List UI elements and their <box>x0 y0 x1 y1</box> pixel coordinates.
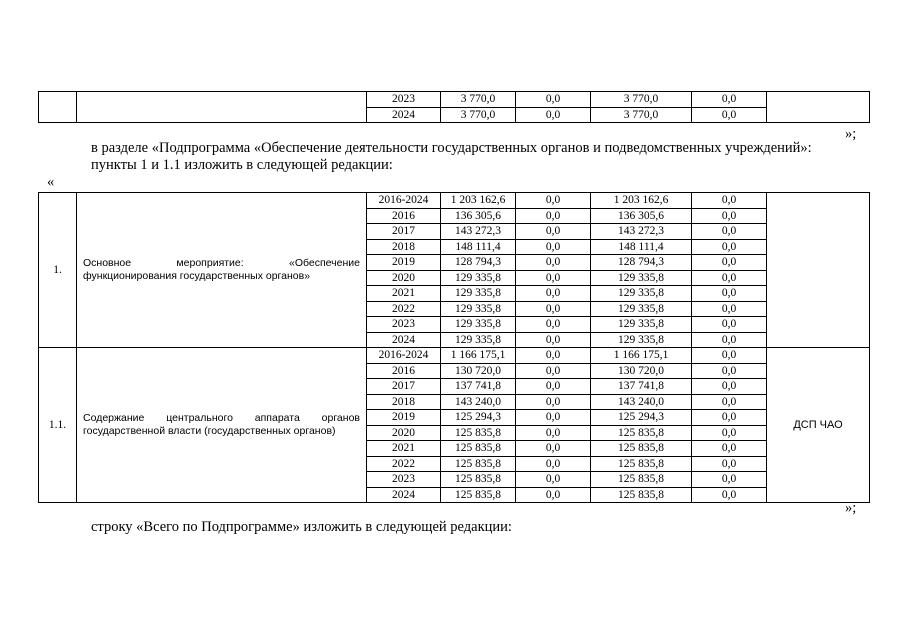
year-cell: 2018 <box>367 239 441 255</box>
regional-budget-cell: 129 335,8 <box>591 332 692 348</box>
other-sources-cell: 0,0 <box>692 363 767 379</box>
year-cell: 2020 <box>367 425 441 441</box>
main-table <box>38 192 870 503</box>
federal-budget-cell: 0,0 <box>516 332 591 348</box>
other-sources-cell: 0,0 <box>692 317 767 333</box>
table-row <box>39 92 870 108</box>
other-sources-cell: 0,0 <box>692 301 767 317</box>
federal-budget-cell: 0,0 <box>516 363 591 379</box>
total-cell: 1 166 175,1 <box>441 348 516 364</box>
federal-budget-cell: 0,0 <box>516 317 591 333</box>
federal-budget-cell: 0,0 <box>516 193 591 209</box>
regional-budget-cell: 129 335,8 <box>591 317 692 333</box>
total-cell: 143 272,3 <box>441 224 516 240</box>
federal-budget-cell: 0,0 <box>516 208 591 224</box>
other-sources-cell: 0,0 <box>692 348 767 364</box>
total-cell: 129 335,8 <box>441 270 516 286</box>
regional-budget-cell: 129 335,8 <box>591 301 692 317</box>
item-name: Основное мероприятие: «Обеспечение функционирования государственных органов» <box>77 193 367 348</box>
year-cell: 2023 <box>367 92 441 108</box>
year-cell: 2016 <box>367 363 441 379</box>
total-cell: 137 741,8 <box>441 379 516 395</box>
close-quote-2: »; <box>845 500 857 516</box>
federal-budget-cell: 0,0 <box>516 487 591 503</box>
year-cell: 2021 <box>367 286 441 302</box>
federal-budget-cell: 0,0 <box>516 394 591 410</box>
year-cell: 2016-2024 <box>367 193 441 209</box>
regional-budget-cell: 130 720,0 <box>591 363 692 379</box>
total-cell: 128 794,3 <box>441 255 516 271</box>
regional-budget-cell: 125 835,8 <box>591 456 692 472</box>
item-executor <box>767 193 870 348</box>
other-sources-cell: 0,0 <box>692 425 767 441</box>
year-cell: 2016 <box>367 208 441 224</box>
total-cell: 129 335,8 <box>441 332 516 348</box>
year-cell: 2019 <box>367 410 441 426</box>
year-cell: 2022 <box>367 456 441 472</box>
total-cell: 125 835,8 <box>441 487 516 503</box>
other-sources-cell: 0,0 <box>692 379 767 395</box>
top-table <box>38 91 870 123</box>
federal-budget-cell: 0,0 <box>516 239 591 255</box>
other-sources-cell: 0,0 <box>692 410 767 426</box>
other-sources-cell: 0,0 <box>692 92 767 108</box>
regional-budget-cell: 3 770,0 <box>591 92 692 108</box>
total-cell: 143 240,0 <box>441 394 516 410</box>
open-quote: « <box>47 174 55 190</box>
table-row <box>39 193 870 209</box>
total-cell: 125 835,8 <box>441 441 516 457</box>
other-sources-cell: 0,0 <box>692 441 767 457</box>
regional-budget-cell: 143 240,0 <box>591 394 692 410</box>
other-sources-cell: 0,0 <box>692 286 767 302</box>
federal-budget-cell: 0,0 <box>516 456 591 472</box>
regional-budget-cell: 1 166 175,1 <box>591 348 692 364</box>
year-cell: 2016-2024 <box>367 348 441 364</box>
year-cell: 2022 <box>367 301 441 317</box>
total-cell: 130 720,0 <box>441 363 516 379</box>
federal-budget-cell: 0,0 <box>516 441 591 457</box>
close-quote-1: »; <box>845 126 857 142</box>
other-sources-cell: 0,0 <box>692 487 767 503</box>
year-cell: 2023 <box>367 317 441 333</box>
year-cell: 2023 <box>367 472 441 488</box>
total-cell: 129 335,8 <box>441 317 516 333</box>
federal-budget-cell: 0,0 <box>516 286 591 302</box>
other-sources-cell: 0,0 <box>692 107 767 123</box>
main-table-body <box>39 193 870 503</box>
federal-budget-cell: 0,0 <box>516 425 591 441</box>
other-sources-cell: 0,0 <box>692 208 767 224</box>
regional-budget-cell: 137 741,8 <box>591 379 692 395</box>
federal-budget-cell: 0,0 <box>516 301 591 317</box>
federal-budget-cell: 0,0 <box>516 410 591 426</box>
total-cell: 125 835,8 <box>441 425 516 441</box>
year-cell: 2017 <box>367 224 441 240</box>
regional-budget-cell: 125 294,3 <box>591 410 692 426</box>
item-number: 1.1. <box>39 348 77 503</box>
other-sources-cell: 0,0 <box>692 270 767 286</box>
federal-budget-cell: 0,0 <box>516 472 591 488</box>
other-sources-cell: 0,0 <box>692 472 767 488</box>
regional-budget-cell: 125 835,8 <box>591 487 692 503</box>
regional-budget-cell: 125 835,8 <box>591 441 692 457</box>
item-executor: ДСП ЧАО <box>767 348 870 503</box>
total-cell: 125 835,8 <box>441 472 516 488</box>
total-cell: 125 294,3 <box>441 410 516 426</box>
year-cell: 2020 <box>367 270 441 286</box>
year-cell: 2024 <box>367 487 441 503</box>
federal-budget-cell: 0,0 <box>516 270 591 286</box>
federal-budget-cell: 0,0 <box>516 224 591 240</box>
top-table-body <box>39 92 870 123</box>
regional-budget-cell: 136 305,6 <box>591 208 692 224</box>
total-cell: 3 770,0 <box>441 107 516 123</box>
other-sources-cell: 0,0 <box>692 239 767 255</box>
section-instruction-line1: в разделе «Подпрограмма «Обеспечение деятельности государственных органов и подведомственных учреждений»: <box>91 140 812 156</box>
executor-cell <box>767 92 870 123</box>
total-cell: 136 305,6 <box>441 208 516 224</box>
regional-budget-cell: 1 203 162,6 <box>591 193 692 209</box>
other-sources-cell: 0,0 <box>692 224 767 240</box>
total-row-instruction: строку «Всего по Подпрограмме» изложить в следующей редакции: <box>91 519 512 535</box>
year-cell: 2018 <box>367 394 441 410</box>
total-cell: 148 111,4 <box>441 239 516 255</box>
regional-budget-cell: 129 335,8 <box>591 286 692 302</box>
other-sources-cell: 0,0 <box>692 456 767 472</box>
regional-budget-cell: 125 835,8 <box>591 425 692 441</box>
federal-budget-cell: 0,0 <box>516 379 591 395</box>
item-name: Содержание центрального аппарата органов государственной власти (государственных органов) <box>77 348 367 503</box>
federal-budget-cell: 0,0 <box>516 255 591 271</box>
federal-budget-cell: 0,0 <box>516 348 591 364</box>
year-cell: 2024 <box>367 332 441 348</box>
year-cell: 2024 <box>367 107 441 123</box>
federal-budget-cell: 0,0 <box>516 92 591 108</box>
section-instruction-line2: пункты 1 и 1.1 изложить в следующей редакции: <box>91 157 393 173</box>
other-sources-cell: 0,0 <box>692 193 767 209</box>
regional-budget-cell: 128 794,3 <box>591 255 692 271</box>
name-cell <box>77 92 367 123</box>
federal-budget-cell: 0,0 <box>516 107 591 123</box>
other-sources-cell: 0,0 <box>692 255 767 271</box>
year-cell: 2017 <box>367 379 441 395</box>
total-cell: 3 770,0 <box>441 92 516 108</box>
regional-budget-cell: 125 835,8 <box>591 472 692 488</box>
year-cell: 2021 <box>367 441 441 457</box>
total-cell: 125 835,8 <box>441 456 516 472</box>
other-sources-cell: 0,0 <box>692 394 767 410</box>
other-sources-cell: 0,0 <box>692 332 767 348</box>
number-cell <box>39 92 77 123</box>
table-row <box>39 348 870 364</box>
total-cell: 129 335,8 <box>441 301 516 317</box>
regional-budget-cell: 3 770,0 <box>591 107 692 123</box>
regional-budget-cell: 129 335,8 <box>591 270 692 286</box>
item-number: 1. <box>39 193 77 348</box>
regional-budget-cell: 143 272,3 <box>591 224 692 240</box>
year-cell: 2019 <box>367 255 441 271</box>
total-cell: 129 335,8 <box>441 286 516 302</box>
total-cell: 1 203 162,6 <box>441 193 516 209</box>
regional-budget-cell: 148 111,4 <box>591 239 692 255</box>
